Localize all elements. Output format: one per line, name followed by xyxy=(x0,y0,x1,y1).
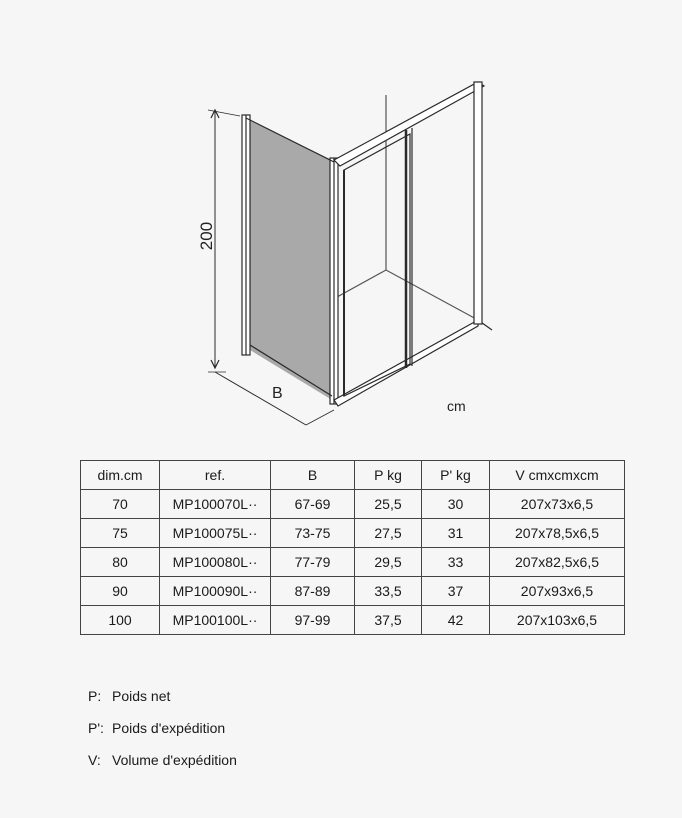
cell-ref: MP100075L·· xyxy=(160,519,271,548)
cell-p-prime-kg: 31 xyxy=(422,519,490,548)
sliding-door-frame xyxy=(344,134,410,396)
cell-p-prime-kg: 33 xyxy=(422,548,490,577)
cell-b: 67-69 xyxy=(271,490,355,519)
cell-volume: 207x103x6,5 xyxy=(490,606,625,635)
width-tick xyxy=(306,410,334,425)
header-dim: dim.cm xyxy=(81,461,160,490)
spec-table xyxy=(80,460,625,635)
cell-ref: MP100080L·· xyxy=(160,548,271,577)
cell-b: 87-89 xyxy=(271,577,355,606)
unit-label: cm xyxy=(447,398,466,414)
width-label: B xyxy=(272,385,283,402)
table-row xyxy=(81,519,625,548)
cell-b: 77-79 xyxy=(271,548,355,577)
height-label: 200 xyxy=(197,221,216,251)
cell-b: 97-99 xyxy=(271,606,355,635)
cell-ref: MP100090L·· xyxy=(160,577,271,606)
cell-p-kg: 33,5 xyxy=(355,577,422,606)
cell-dim: 75 xyxy=(81,519,160,548)
cell-volume: 207x73x6,5 xyxy=(490,490,625,519)
legend-key: P: xyxy=(88,688,102,704)
side-panel-glass xyxy=(250,120,332,400)
width-dimension-line xyxy=(215,372,306,425)
cell-volume: 207x82,5x6,5 xyxy=(490,548,625,577)
table-row xyxy=(81,548,625,577)
cell-dim: 70 xyxy=(81,490,160,519)
cell-p-kg: 25,5 xyxy=(355,490,422,519)
cell-p-kg: 29,5 xyxy=(355,548,422,577)
table-header-row xyxy=(81,461,625,490)
legend-item-net-weight xyxy=(88,680,237,712)
cell-volume: 207x93x6,5 xyxy=(490,577,625,606)
cell-p-prime-kg: 30 xyxy=(422,490,490,519)
cell-p-prime-kg: 42 xyxy=(422,606,490,635)
cell-p-kg: 37,5 xyxy=(355,606,422,635)
cell-dim: 100 xyxy=(81,606,160,635)
header-b: B xyxy=(271,461,355,490)
cell-volume: 207x78,5x6,5 xyxy=(490,519,625,548)
cell-dim: 80 xyxy=(81,548,160,577)
legend-key: V: xyxy=(88,752,101,768)
legend-text: Poids d'expédition xyxy=(112,720,226,736)
cell-b: 73-75 xyxy=(271,519,355,548)
header-p-prime-kg: P' kg xyxy=(422,461,490,490)
table-row xyxy=(81,490,625,519)
legend-text: Poids net xyxy=(112,688,171,704)
header-volume: V cmxcmxcm xyxy=(490,461,625,490)
cell-dim: 90 xyxy=(81,577,160,606)
header-p-kg: P kg xyxy=(355,461,422,490)
table-row xyxy=(81,577,625,606)
cell-p-prime-kg: 37 xyxy=(422,577,490,606)
legend-text: Volume d'expédition xyxy=(112,752,237,768)
table-row xyxy=(81,606,625,635)
front-right-post xyxy=(474,82,482,324)
header-ref: ref. xyxy=(160,461,271,490)
legend-item-shipping-weight xyxy=(88,712,237,744)
cell-p-kg: 27,5 xyxy=(355,519,422,548)
legend xyxy=(88,680,237,776)
legend-key: P': xyxy=(88,720,104,736)
legend-item-shipping-volume xyxy=(88,744,237,776)
cell-ref: MP100070L·· xyxy=(160,490,271,519)
top-rail xyxy=(334,82,484,166)
cell-ref: MP100100L·· xyxy=(160,606,271,635)
